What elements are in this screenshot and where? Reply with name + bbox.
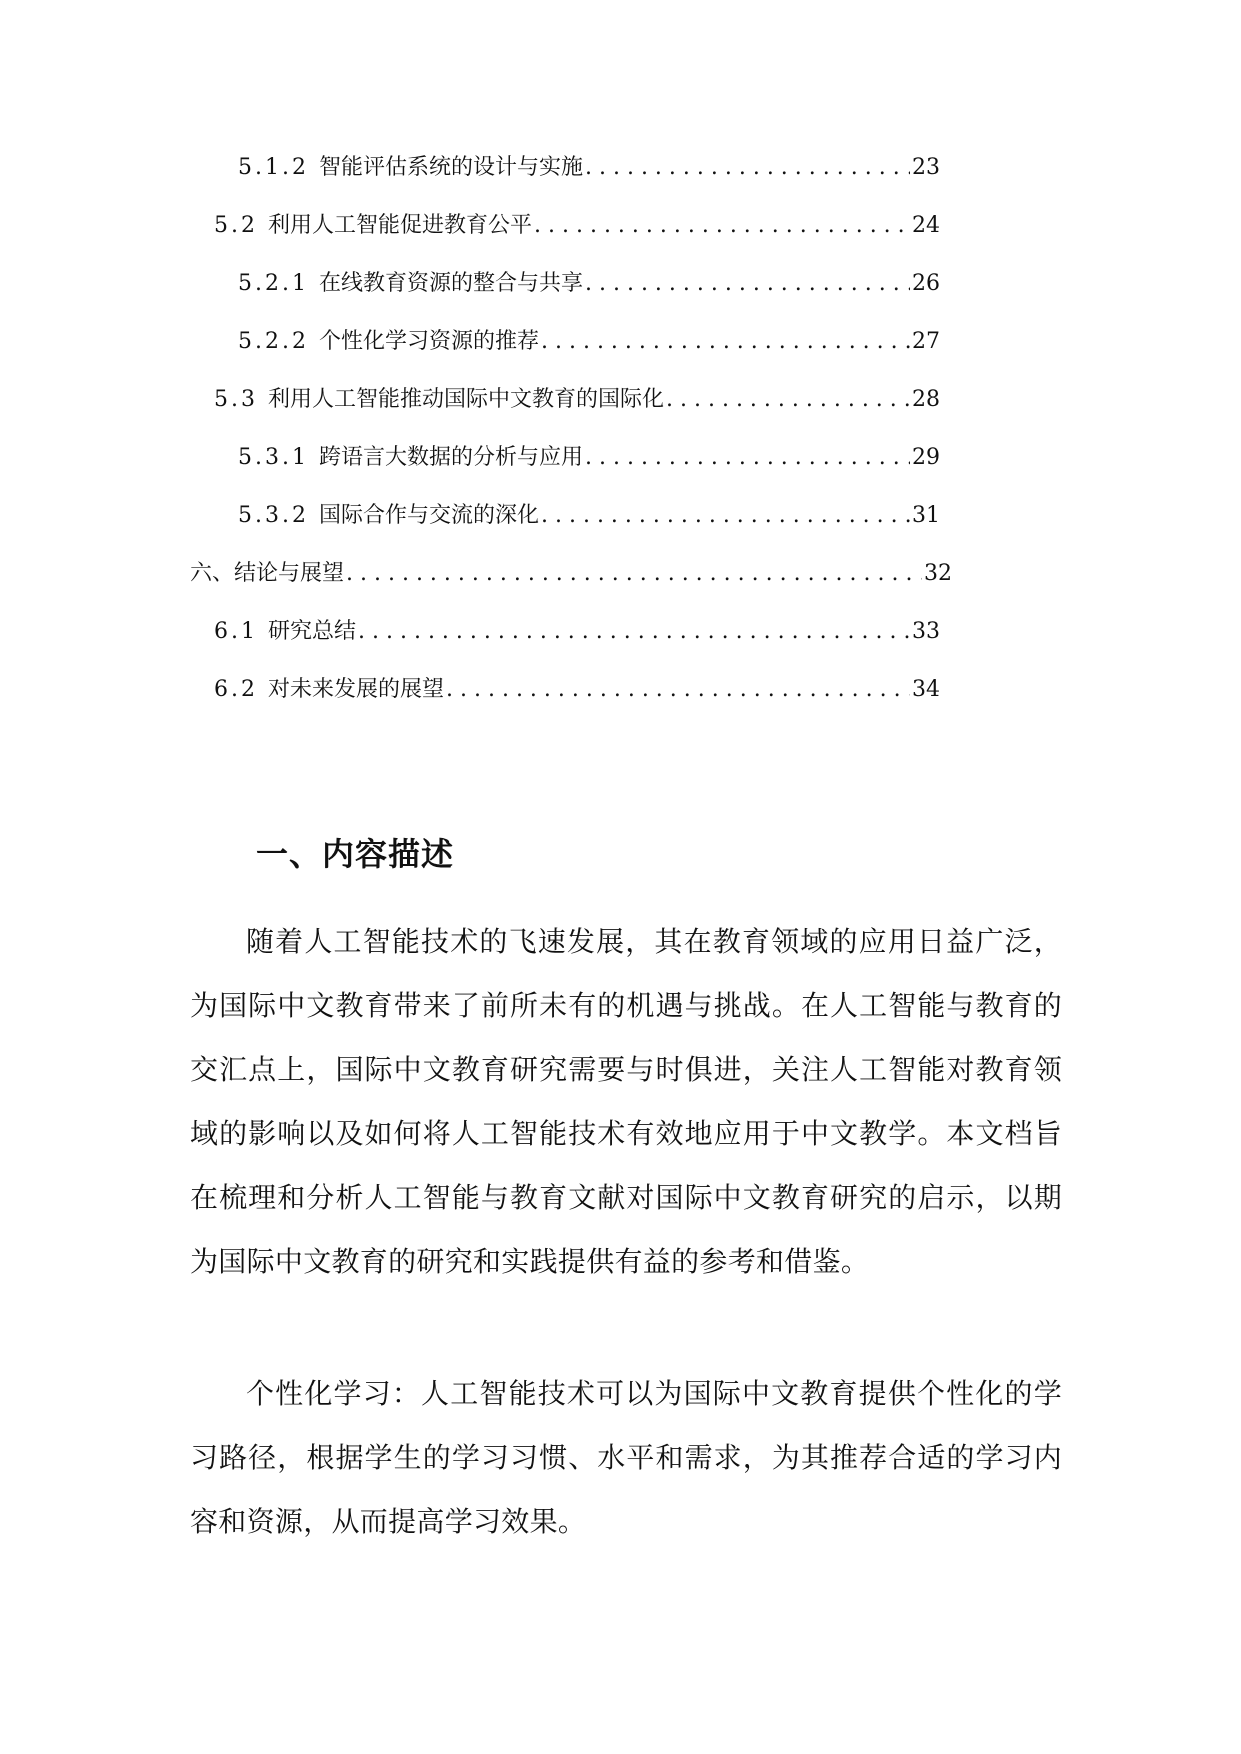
toc-entry-number: 5.3.1: [238, 445, 309, 470]
toc-dot-leader: [585, 269, 910, 299]
toc-entry-title: 个性化学习资源的推荐: [318, 329, 539, 354]
toc-entry-title: 在线教育资源的整合与共享: [318, 271, 583, 296]
toc-dot-leader: [541, 327, 910, 357]
toc-entry-number: 5.2.1: [238, 271, 309, 296]
toc-dot-leader: [585, 443, 910, 473]
toc-entry[interactable]: [238, 501, 940, 531]
toc-entry-page: 26: [912, 271, 940, 296]
toc-entry-number: 5.3.2: [238, 503, 309, 528]
toc-entry-page: 27: [912, 329, 940, 354]
toc-dot-leader: [534, 211, 910, 241]
toc-entry[interactable]: [238, 153, 940, 183]
toc-entry-title: 研究总结: [268, 619, 357, 644]
toc-entry-page: 31: [912, 503, 940, 528]
toc-entry[interactable]: [238, 327, 940, 357]
toc-entry-title: 国际合作与交流的深化: [318, 503, 539, 528]
body-paragraph: 随着人工智能技术的飞速发展，其在教育领域的应用日益广泛，为国际中文教育带来了前所未有的机遇与挑战。在人工智能与教育的交汇点上，国际中文教育研究需要与时俱进，关注人工智能对教育领域的影响以及如何将人工智能技术有效地应用于中文教学。本文档旨在梳理和分析人工智能与教育文献对国际中文教育研究的启示，以期为国际中文教育的研究和实践提供有益的参考和借鉴。: [190, 925, 1062, 1278]
toc-entry-page: 23: [912, 155, 940, 180]
toc-entry-number: 5.2.2: [238, 329, 309, 354]
toc-dot-leader: [541, 501, 910, 531]
toc-entry-number: 5.1.2: [238, 155, 309, 180]
toc-entry-title: 跨语言大数据的分析与应用: [318, 445, 583, 470]
toc-entry-title: 利用人工智能促进教育公平: [268, 213, 533, 238]
toc-entry-number: 5.2: [214, 213, 258, 238]
toc-entry-number: 6.2: [214, 677, 258, 702]
toc-entry-title: 六、结论与展望: [190, 561, 345, 586]
toc-dot-leader: [446, 675, 910, 705]
toc-entry-number: 5.3: [214, 387, 258, 412]
toc-dot-leader: [666, 385, 910, 415]
toc-entry-page: 24: [912, 213, 940, 238]
toc-entry-title: 对未来发展的展望: [268, 677, 445, 702]
toc-entry-title: 利用人工智能推动国际中文教育的国际化: [268, 387, 665, 412]
toc-entry-page: 33: [912, 619, 940, 644]
body-paragraph: 个性化学习：人工智能技术可以为国际中文教育提供个性化的学习路径，根据学生的学习习惯、水平和需求，为其推荐合适的学习内容和资源，从而提高学习效果。: [190, 1377, 1062, 1538]
toc-entry[interactable]: [190, 559, 952, 589]
toc-entry[interactable]: [214, 385, 940, 415]
toc-entry-title: 智能评估系统的设计与实施: [318, 155, 583, 180]
toc-entry[interactable]: [238, 443, 940, 473]
toc-entry[interactable]: [214, 675, 940, 705]
toc-entry[interactable]: [214, 617, 940, 647]
toc-dot-leader: [585, 153, 910, 183]
toc-entry[interactable]: [214, 211, 940, 241]
toc-dot-leader: [358, 617, 910, 647]
toc-dot-leader: [346, 559, 922, 589]
toc-entry-page: 29: [912, 445, 940, 470]
toc-entry-page: 28: [912, 387, 940, 412]
section-heading: 一、内容描述: [256, 835, 455, 873]
toc-entry-page: 34: [912, 677, 940, 702]
toc-entry-number: 6.1: [214, 619, 258, 644]
toc-entry[interactable]: [238, 269, 940, 299]
toc-entry-page: 32: [924, 561, 952, 586]
